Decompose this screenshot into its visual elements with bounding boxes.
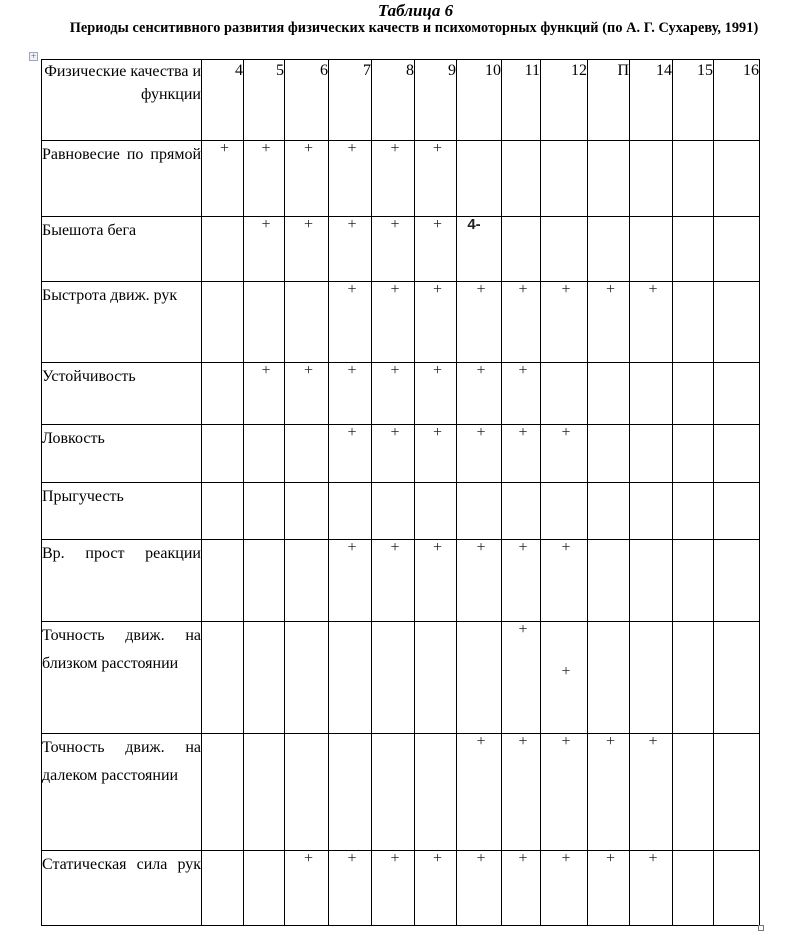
sensitive-mark: + <box>390 424 400 441</box>
table-cell <box>415 363 457 425</box>
table-cell <box>372 282 415 363</box>
table-caption: Таблица 6 <box>377 1 454 20</box>
table-cell <box>285 734 329 851</box>
sensitive-mark: + <box>561 424 571 441</box>
table-cell <box>244 851 285 926</box>
table-cell <box>285 622 329 734</box>
table-cell <box>541 141 588 217</box>
table-cell <box>202 483 244 540</box>
sensitive-mark: + <box>390 216 400 233</box>
column-header-age: 8 <box>372 60 415 141</box>
row-label: Равновесие по прямой <box>42 141 202 217</box>
table-cell <box>415 425 457 483</box>
sensitive-mark: + <box>347 424 357 441</box>
sensitive-mark: + <box>261 140 271 157</box>
table-cell <box>202 282 244 363</box>
table-row <box>42 851 760 926</box>
table-cell <box>541 540 588 622</box>
column-header-age: 9 <box>415 60 457 141</box>
table-row <box>42 217 760 282</box>
table-cell <box>415 483 457 540</box>
column-header-age: 6 <box>285 60 329 141</box>
table-row <box>42 141 760 217</box>
table-cell <box>714 851 760 926</box>
row-label: Точность движ. на близком расстоянии <box>42 622 202 734</box>
sensitive-mark: + <box>518 539 528 556</box>
table-cell <box>244 363 285 425</box>
table-cell <box>588 425 630 483</box>
table-row <box>42 363 760 425</box>
table-cell <box>502 734 541 851</box>
table-cell <box>415 217 457 282</box>
table-cell <box>329 483 372 540</box>
table-cell <box>502 363 541 425</box>
column-header-age: 16 <box>714 60 760 141</box>
sensitive-mark: + <box>561 539 571 556</box>
row-label: Вр. прост реакции <box>42 540 202 622</box>
table-move-icon[interactable]: + <box>30 51 37 61</box>
table-cell <box>244 734 285 851</box>
table-cell <box>457 483 502 540</box>
row-label: Ловкость <box>42 425 202 483</box>
column-header-age: П <box>588 60 630 141</box>
sensitive-mark: + <box>390 362 400 379</box>
column-header-age: 4 <box>202 60 244 141</box>
column-header-age: 10 <box>457 60 502 141</box>
sensitive-mark: + <box>648 281 658 298</box>
table-cell <box>541 363 588 425</box>
table-cell <box>329 734 372 851</box>
table-cell <box>588 483 630 540</box>
table-cell <box>588 141 630 217</box>
table-cell <box>541 851 588 926</box>
table-cell <box>714 483 760 540</box>
sensitive-mark: + <box>518 281 528 298</box>
sensitive-mark: + <box>390 850 400 867</box>
sensitive-mark: + <box>347 140 357 157</box>
table-cell <box>588 734 630 851</box>
table-cell <box>372 425 415 483</box>
table-cell <box>502 425 541 483</box>
sensitive-mark: + <box>561 733 571 750</box>
table-cell <box>673 483 714 540</box>
table-cell <box>244 282 285 363</box>
table-cell <box>329 540 372 622</box>
sensitive-mark: + <box>476 850 486 867</box>
table-cell <box>502 217 541 282</box>
table-cell <box>588 217 630 282</box>
row-label: Быешота бега <box>42 217 202 282</box>
table-cell <box>630 734 673 851</box>
table-row <box>42 282 760 363</box>
table-row <box>42 483 760 540</box>
row-label: Статическая сила рук <box>42 851 202 926</box>
sensitive-mark: + <box>347 539 357 556</box>
sensitive-mark: + <box>605 733 616 750</box>
sensitive-mark: + <box>303 850 314 867</box>
sensitive-mark: + <box>476 281 486 298</box>
table-cell <box>329 851 372 926</box>
sensitive-mark: + <box>303 216 314 233</box>
table-cell <box>372 851 415 926</box>
sensitive-mark: + <box>432 539 443 556</box>
table-cell <box>202 734 244 851</box>
sensitive-mark: + <box>648 733 658 750</box>
table-cell <box>202 425 244 483</box>
sensitive-mark: + <box>518 733 528 750</box>
table-cell <box>285 217 329 282</box>
column-header-age: 12 <box>541 60 588 141</box>
sensitive-mark: + <box>518 424 528 441</box>
table-cell <box>329 363 372 425</box>
table-cell <box>502 540 541 622</box>
table-cell <box>630 425 673 483</box>
sensitive-mark: + <box>432 362 443 379</box>
table-cell <box>630 622 673 734</box>
sensitive-mark: + <box>432 850 443 867</box>
sensitive-mark: + <box>303 140 314 157</box>
table-cell <box>372 734 415 851</box>
table-cell <box>673 363 714 425</box>
table-cell <box>285 141 329 217</box>
table-cell <box>630 851 673 926</box>
table-cell <box>630 483 673 540</box>
table-cell <box>673 141 714 217</box>
table-row <box>42 540 760 622</box>
table-cell <box>415 851 457 926</box>
table-cell <box>457 363 502 425</box>
table-cell <box>630 282 673 363</box>
sensitive-mark: + <box>518 362 528 379</box>
table-cell <box>630 217 673 282</box>
table-cell <box>588 282 630 363</box>
table-cell <box>541 425 588 483</box>
column-header-age: 7 <box>329 60 372 141</box>
table-cell <box>673 282 714 363</box>
table-cell <box>457 282 502 363</box>
table-cell <box>588 622 630 734</box>
column-header-age: 14 <box>630 60 673 141</box>
table-cell <box>244 540 285 622</box>
table-cell <box>457 217 502 282</box>
table-cell <box>415 141 457 217</box>
sensitive-mark: + <box>390 140 400 157</box>
table-cell <box>502 483 541 540</box>
table-cell <box>673 734 714 851</box>
table-cell <box>541 282 588 363</box>
column-header-age: 11 <box>502 60 541 141</box>
table-cell <box>329 622 372 734</box>
table-cell <box>457 141 502 217</box>
sensitive-mark: 4- <box>467 216 481 233</box>
table-row <box>42 425 760 483</box>
table-cell <box>714 734 760 851</box>
table-cell <box>372 622 415 734</box>
table-cell <box>502 141 541 217</box>
table-cell <box>372 363 415 425</box>
table-cell <box>541 622 588 734</box>
table-cell <box>457 851 502 926</box>
table-cell <box>714 540 760 622</box>
table-cell <box>541 217 588 282</box>
row-label: Точность движ. на далеком расстоянии <box>42 734 202 851</box>
table-cell <box>329 217 372 282</box>
sensitive-mark: + <box>648 850 658 867</box>
row-label: Прыгучесть <box>42 483 202 540</box>
table-cell <box>372 141 415 217</box>
header-row <box>42 60 760 141</box>
table-row <box>42 622 760 734</box>
table-cell <box>673 851 714 926</box>
table-cell <box>285 425 329 483</box>
table-cell <box>244 483 285 540</box>
table-cell <box>202 217 244 282</box>
table-title: Периоды сенситивного развития физических качеств и психомоторных функций (по А. Г. Сухареву, 1991) <box>69 20 759 36</box>
table-row <box>42 734 760 851</box>
table-cell <box>244 217 285 282</box>
table-cell <box>673 217 714 282</box>
table-cell <box>588 851 630 926</box>
table-cell <box>588 363 630 425</box>
table-resize-icon[interactable] <box>758 925 764 931</box>
sensitive-mark: + <box>432 281 443 298</box>
sensitive-mark: + <box>219 140 230 157</box>
sensitive-mark: + <box>605 281 616 298</box>
sensitive-mark: + <box>561 850 571 867</box>
table-cell <box>714 622 760 734</box>
table-cell <box>285 483 329 540</box>
table-cell <box>673 622 714 734</box>
table-cell <box>502 851 541 926</box>
row-label: Устойчивость <box>42 363 202 425</box>
table-cell <box>714 425 760 483</box>
table-cell <box>457 425 502 483</box>
table-cell <box>415 622 457 734</box>
sensitive-mark: + <box>476 424 486 441</box>
table-cell <box>285 282 329 363</box>
sensitive-mark: + <box>476 362 486 379</box>
table-cell <box>502 282 541 363</box>
table-cell <box>244 141 285 217</box>
table-cell <box>415 734 457 851</box>
sensitive-mark: + <box>347 216 357 233</box>
table-cell <box>673 540 714 622</box>
sensitive-mark: + <box>390 281 400 298</box>
table-cell <box>285 540 329 622</box>
table-cell <box>502 622 541 734</box>
column-header-age: 5 <box>244 60 285 141</box>
table-cell <box>202 141 244 217</box>
table-cell <box>541 734 588 851</box>
sensitive-mark: + <box>347 850 357 867</box>
table-cell <box>329 425 372 483</box>
table-cell <box>673 425 714 483</box>
table-cell <box>329 282 372 363</box>
column-header-age: 15 <box>673 60 714 141</box>
table-cell <box>714 141 760 217</box>
sensitive-mark: + <box>605 850 616 867</box>
table-cell <box>202 622 244 734</box>
sensitive-mark: + <box>261 216 271 233</box>
sensitive-mark: + <box>390 539 400 556</box>
sensitive-mark: + <box>347 281 357 298</box>
sensitive-mark: + <box>347 362 357 379</box>
table-cell <box>714 282 760 363</box>
table-cell <box>630 540 673 622</box>
table-cell <box>714 363 760 425</box>
row-label: Быстрота движ. рук <box>42 282 202 363</box>
table-cell <box>202 363 244 425</box>
sensitive-mark: + <box>303 362 314 379</box>
sensitive-mark: + <box>518 850 528 867</box>
table-cell <box>244 425 285 483</box>
sensitive-mark: + <box>561 663 571 680</box>
column-header-qualities: Физические качества и функции <box>42 60 202 141</box>
sensitive-mark: + <box>561 281 571 298</box>
table-cell <box>372 217 415 282</box>
table-cell <box>714 217 760 282</box>
sensitive-periods-table <box>41 59 760 926</box>
table-cell <box>285 363 329 425</box>
sensitive-mark: + <box>432 424 443 441</box>
table-cell <box>372 483 415 540</box>
table-cell <box>285 851 329 926</box>
table-cell <box>457 540 502 622</box>
table-cell <box>372 540 415 622</box>
sensitive-mark: + <box>476 733 486 750</box>
table-cell <box>588 540 630 622</box>
sensitive-mark: + <box>432 140 443 157</box>
table-cell <box>541 483 588 540</box>
sensitive-mark: + <box>476 539 486 556</box>
table-cell <box>244 622 285 734</box>
table-cell <box>630 141 673 217</box>
table-cell <box>457 734 502 851</box>
table-cell <box>202 540 244 622</box>
table-cell <box>457 622 502 734</box>
table-cell <box>329 141 372 217</box>
sensitive-mark: + <box>518 621 528 638</box>
sensitive-mark: + <box>261 362 271 379</box>
table-cell <box>415 282 457 363</box>
table-cell <box>630 363 673 425</box>
table-cell <box>415 540 457 622</box>
table-cell <box>202 851 244 926</box>
sensitive-mark: + <box>432 216 443 233</box>
